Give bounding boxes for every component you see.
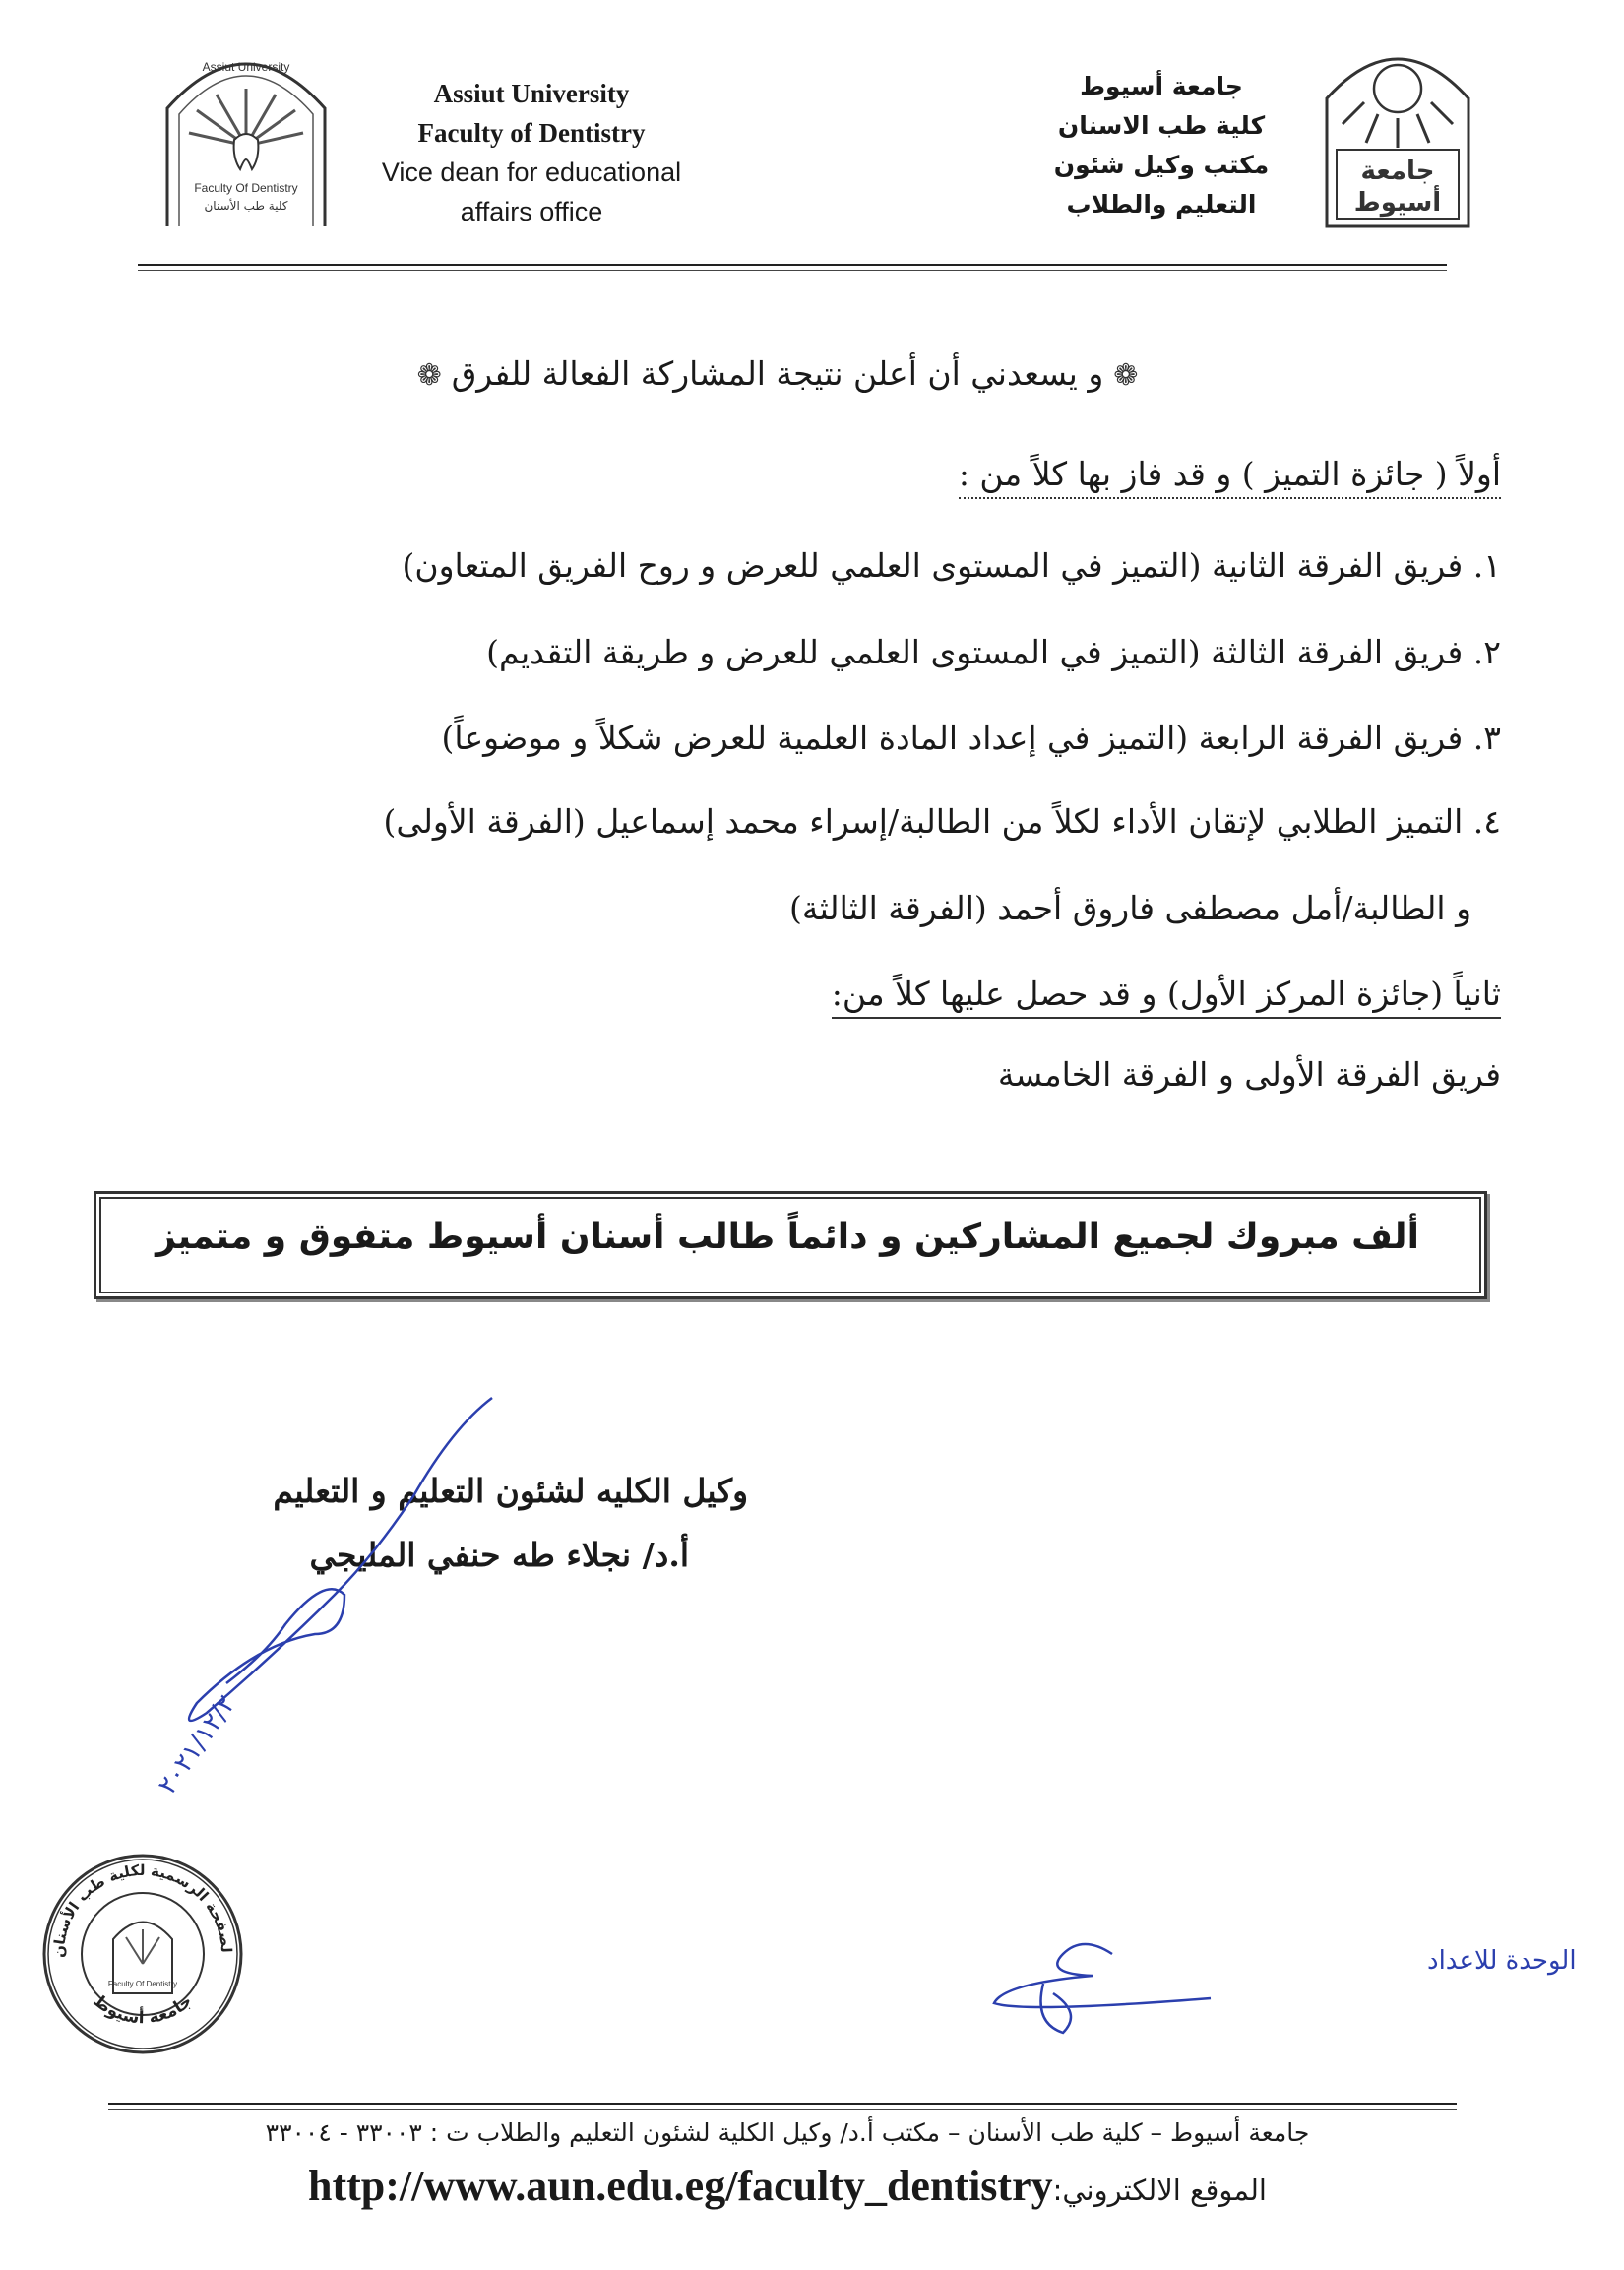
header-ar-university: جامعة أسيوط [1080, 72, 1243, 100]
header-en-faculty: Faculty of Dentistry [417, 118, 646, 148]
logo-right-text-1: جامعة [1360, 157, 1435, 186]
header-ar-office-1: مكتب وكيل شئون [1053, 151, 1270, 179]
congrats-banner-text: ألف مبروك لجميع المشاركين و دائماً طالب أسنان أسيوط متفوق و متميز [156, 1217, 1419, 1257]
header-ar-office-2: التعليم والطلاب [1066, 190, 1257, 219]
signatory-name: أ.د/ نجلاء طه حنفي المليجي [309, 1536, 689, 1574]
header-divider-thin [138, 270, 1447, 271]
intro-text: و يسعدني أن أعلن نتيجة المشاركة الفعالة للفرق [451, 354, 1104, 393]
header-divider [138, 264, 1447, 266]
footer-website-label: الموقع الالكتروني: [1052, 2174, 1267, 2207]
seal-inner-text: Faculty Of Dentistry [107, 1980, 178, 1988]
intro-line [354, 354, 1201, 393]
handwritten-note-text: الوحدة للاعداد [1427, 1946, 1577, 1976]
footer-contact: جامعة أسيوط – كلية طب الأسنان – مكتب أ.د/ وكيل الكلية لشئون التعليم والطلاب ت : ٣٣٠٠٣ - ٣٣٠٠٤ [265, 2118, 1310, 2147]
header-english [325, 74, 738, 231]
footer-website-url[interactable]: http://www.aun.edu.eg/faculty_dentistry [308, 2162, 1053, 2210]
header-en-office-1: Vice dean for educational [381, 158, 682, 187]
handwritten-note [965, 1915, 1577, 2043]
header-en-university: Assiut University [433, 79, 630, 108]
award-item-3: ٣. فريق الفرقة الرابعة (التميز في إعداد المادة العلمية للعرض شكلاً و موضوعاً) [441, 719, 1501, 757]
award-item-1: ١. فريق الفرقة الثانية (التميز في المستوى العلمي للعرض و روح الفريق المتعاون) [402, 546, 1501, 585]
official-seal [39, 1851, 246, 2057]
seal-bottom-text: جامعة أسيوط [89, 1990, 197, 2029]
svg-text:جامعة أسيوط [90, 1991, 197, 2029]
ornament-icon: ❁ [416, 358, 442, 393]
footer-divider-thin [108, 2109, 1457, 2110]
seal-ring-text: لصفحة الرسمية لكلية طب الأسنان [49, 1860, 236, 1959]
handwritten-date: ٢٠٢١/١٢/٢ [153, 1689, 242, 1800]
award-item-4: ٤. التميز الطلابي لإتقان الأداء لكلاً من الطالبة/إسراء محمد إسماعيل (الفرقة الأولى) [383, 802, 1501, 841]
header-ar-faculty: كلية طب الاسنان [1057, 111, 1266, 140]
logo-left-ring-text: Assiut University [202, 60, 290, 74]
university-logo [1319, 30, 1476, 226]
section2-winners: فريق الفرقة الأولى و الفرقة الخامسة [997, 1055, 1501, 1094]
header-arabic [1024, 67, 1299, 224]
svg-text:الصفحة الرسمية لكلية طب الأسنا [39, 1851, 235, 1958]
signatory-title: وكيل الكليه لشئون التعليم و التعليم [273, 1472, 748, 1510]
logo-left-inner-text: Faculty Of Dentistry [194, 181, 298, 195]
award-item-4-continued: و الطالبة/أمل مصطفى فاروق أحمد (الفرقة الثالثة) [789, 889, 1471, 927]
footer-website [118, 2161, 1457, 2211]
section2-title-text: ثانياً (جائزة المركز الأول) و قد حصل عليها كلاً من: [832, 975, 1501, 1019]
award-item-2: ٢. فريق الفرقة الثالثة (التميز في المستوى العلمي للعرض و طريقة التقديم) [486, 633, 1501, 671]
section2-title [418, 975, 1501, 1013]
section1-title [418, 455, 1501, 493]
faculty-logo [157, 30, 335, 226]
ornament-icon: ❁ [1113, 358, 1139, 393]
section1-title-text: أولاً ( جائزة التميز ) و قد فاز بها كلاً من : [959, 455, 1501, 499]
logo-right-text-2: أسيوط [1353, 188, 1442, 218]
handwritten-signature [118, 1388, 512, 1800]
header-en-office-2: affairs office [460, 197, 603, 226]
footer-divider [108, 2103, 1457, 2105]
logo-left-ar-text: كلية طب الأسنان [204, 199, 288, 213]
